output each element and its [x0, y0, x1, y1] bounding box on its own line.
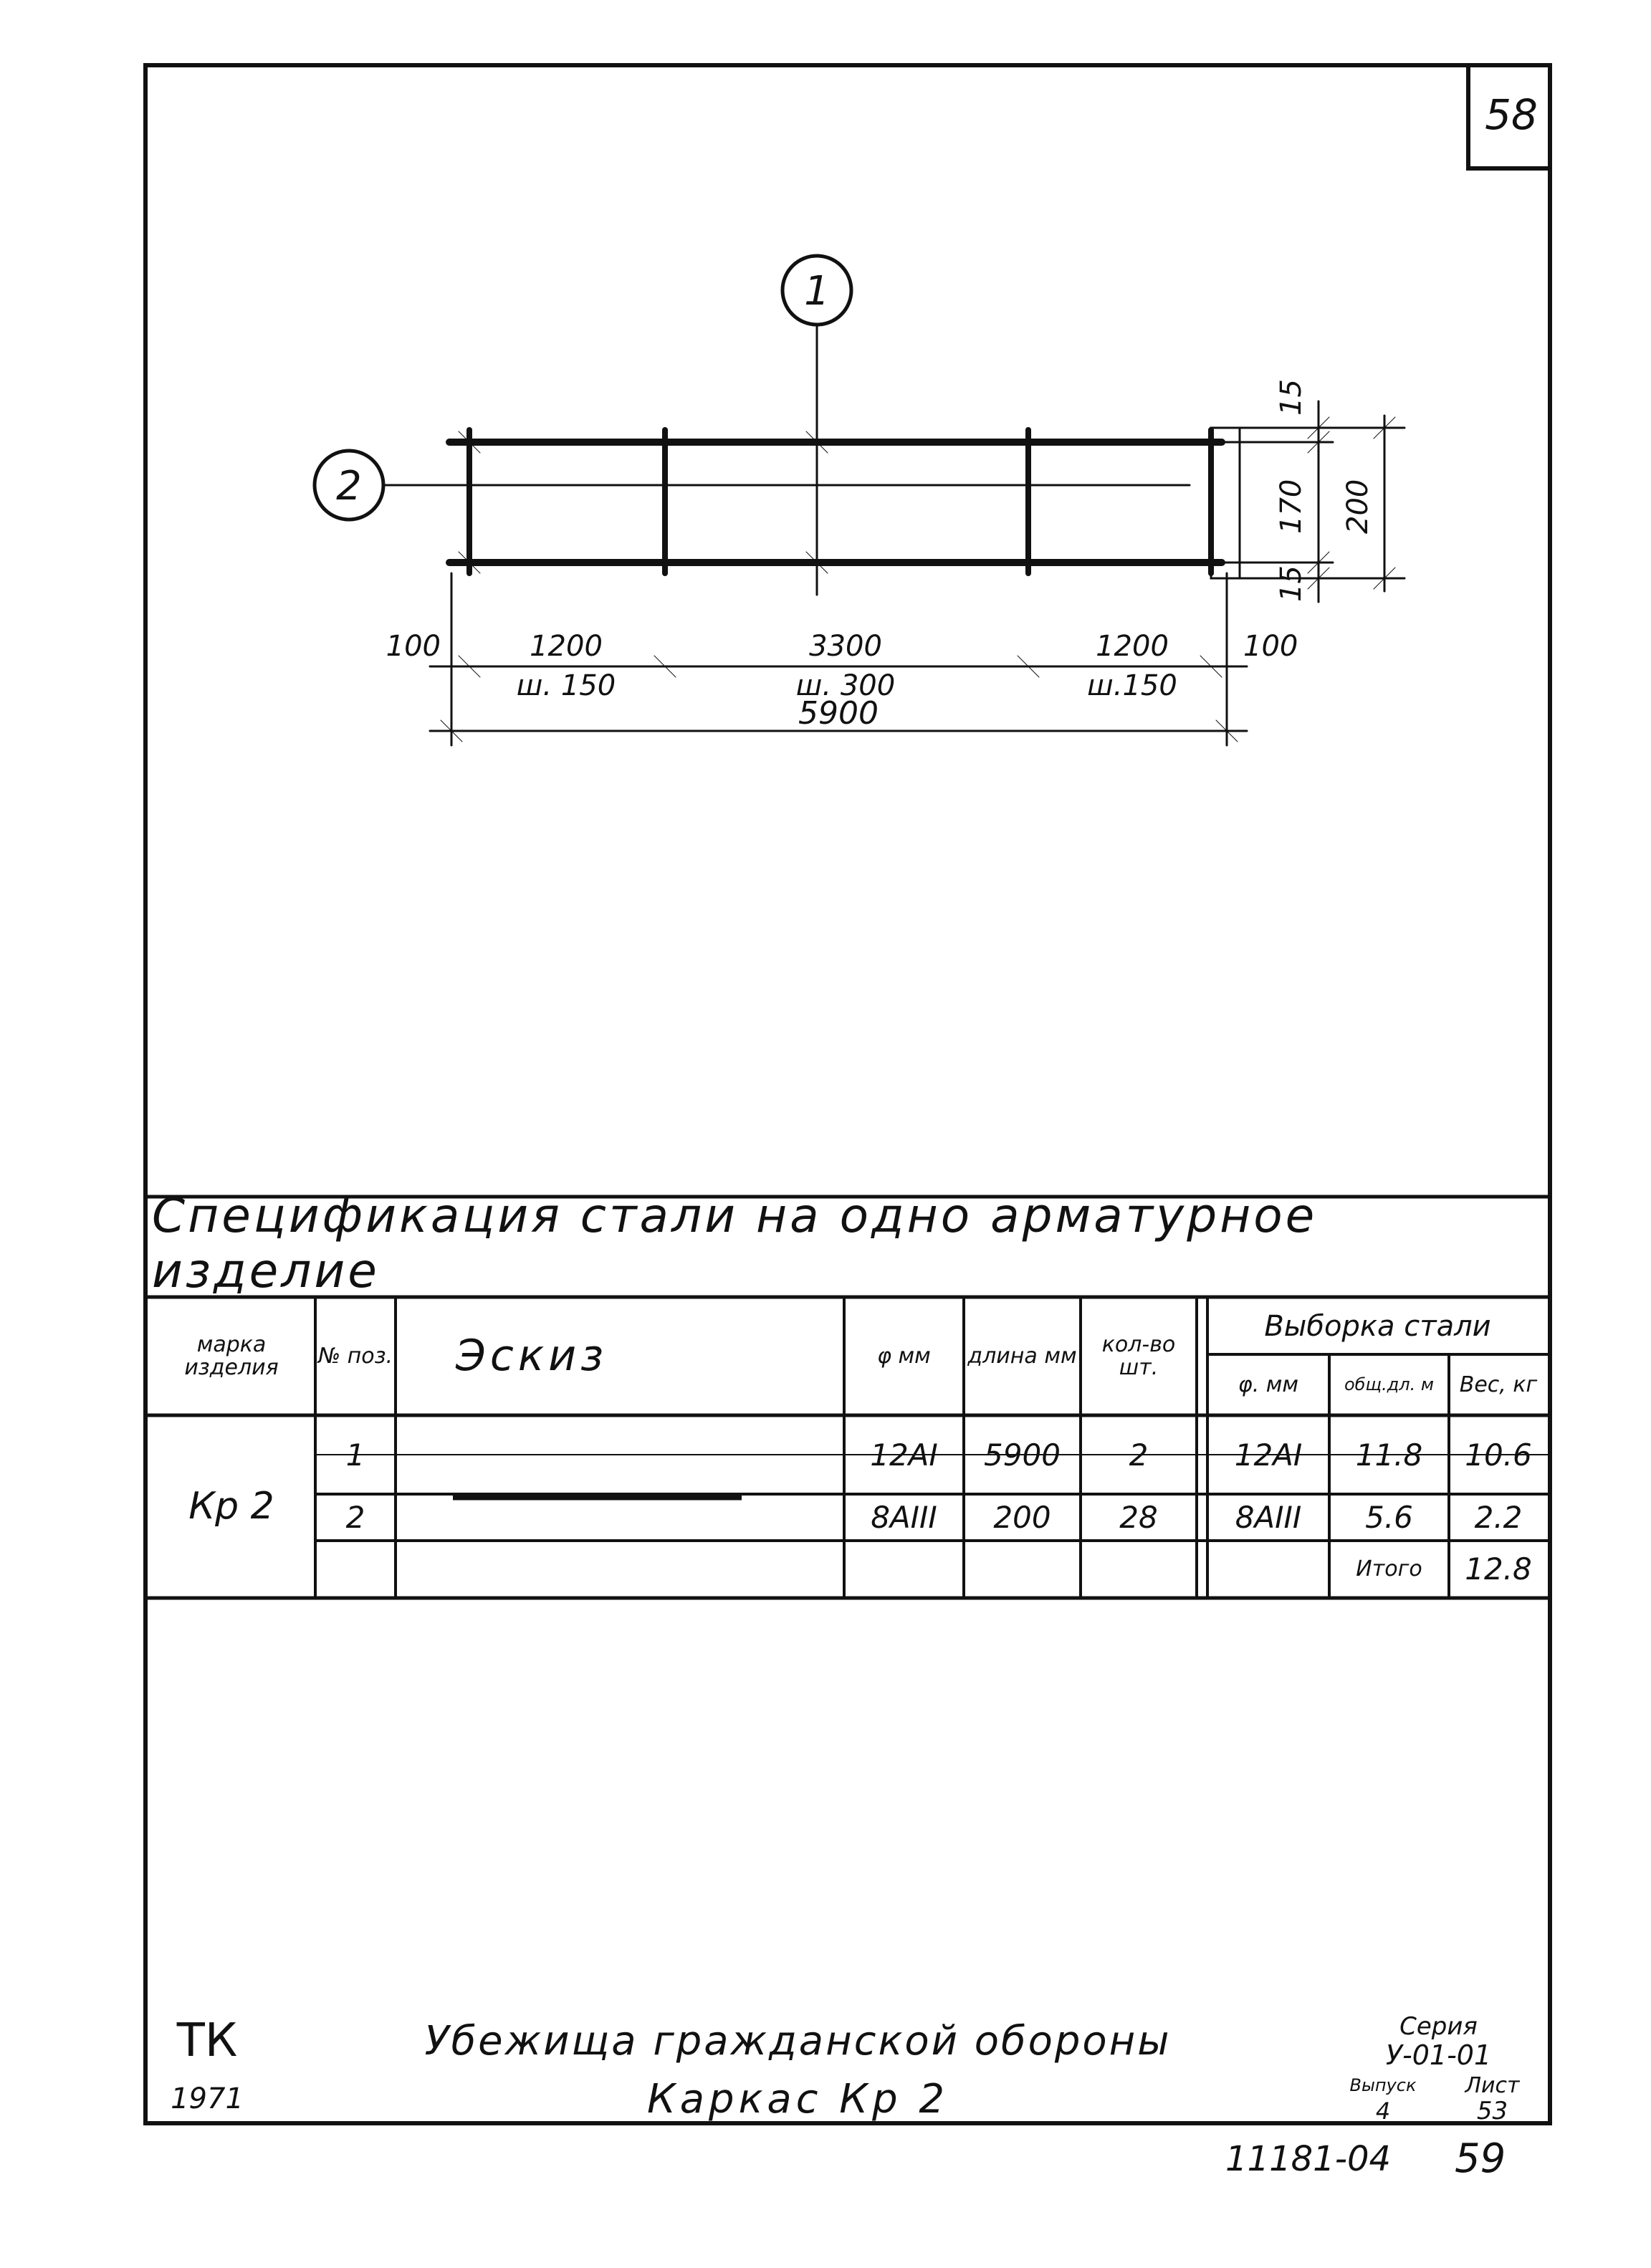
row-1-length: 5900 — [984, 1437, 1061, 1473]
row-2-length: 200 — [993, 1499, 1051, 1535]
sheet-label: Лист — [1465, 2072, 1520, 2098]
row-2-sel-length: 5.6 — [1365, 1499, 1413, 1535]
series-value: У-01-01 — [1385, 2039, 1492, 2071]
dim-span-left-pitch: ш. 150 — [516, 669, 616, 702]
row-1-quantity: 2 — [1129, 1437, 1149, 1473]
position-marker-1: 1 — [804, 268, 830, 315]
org-code: ТК — [176, 2014, 238, 2067]
row-1-sel-weight: 10.6 — [1465, 1437, 1532, 1473]
dim-span-center: 3300 — [809, 630, 882, 663]
row-2-diameter: 8AIII — [871, 1499, 937, 1535]
header-mark: марка изделия — [184, 1332, 279, 1380]
dim-top-offset: 15 — [1275, 379, 1308, 416]
header-steel-selection: Выборка стали — [1264, 1310, 1491, 1343]
page-number: 58 — [1466, 63, 1552, 171]
series-label: Серия — [1399, 2012, 1478, 2041]
row-2-pos: 2 — [345, 1499, 365, 1535]
sheet-name: Каркас Кр 2 — [646, 2075, 949, 2123]
position-marker-2: 2 — [336, 463, 362, 509]
header-sketch: Эскиз — [455, 1331, 608, 1381]
dim-left-end: 100 — [386, 630, 441, 663]
issue-value: 4 — [1375, 2097, 1391, 2125]
dim-right-end: 100 — [1243, 630, 1298, 663]
header-length: длина мм — [967, 1343, 1077, 1369]
header-quantity: кол-во шт. — [1101, 1332, 1176, 1380]
bottom-page: 59 — [1455, 2135, 1506, 2182]
dim-span-right-pitch: ш.150 — [1087, 669, 1177, 702]
row-1-pos: 1 — [345, 1437, 365, 1473]
dim-span-left: 1200 — [530, 630, 603, 663]
header-sel-diameter: φ. мм — [1238, 1372, 1299, 1398]
row-1-sel-diameter: 12AI — [1234, 1437, 1303, 1473]
issue-label: Выпуск — [1349, 2075, 1417, 2095]
spec-title: Спецификация стали на одно арматурное изделие — [152, 1188, 1318, 1298]
bottom-code: 11181-04 — [1225, 2139, 1392, 2179]
dim-span-right: 1200 — [1096, 630, 1169, 663]
year: 1971 — [171, 2082, 244, 2115]
dim-span-center-pitch: ш. 300 — [795, 669, 896, 702]
row-1-diameter: 12AI — [870, 1437, 938, 1473]
sheet-value: 53 — [1476, 2097, 1508, 2125]
header-pos: № поз. — [317, 1343, 393, 1369]
row-1-sel-length: 11.8 — [1355, 1437, 1423, 1473]
header-sel-total-length: общ.дл. м — [1344, 1374, 1434, 1395]
header-diameter: φ мм — [877, 1343, 931, 1369]
total-label: Итого — [1356, 1556, 1422, 1582]
mark-value: Кр 2 — [188, 1485, 274, 1528]
row-2-sel-weight: 2.2 — [1474, 1499, 1523, 1535]
row-2-quantity: 28 — [1119, 1499, 1158, 1535]
total-value: 12.8 — [1465, 1551, 1532, 1587]
row-2-sel-diameter: 8AIII — [1235, 1499, 1302, 1535]
dim-bottom-offset: 15 — [1275, 565, 1308, 602]
project-name: Убежища гражданской обороны — [424, 2017, 1172, 2064]
dim-bar-spacing: 170 — [1275, 479, 1308, 534]
dim-overall-height: 200 — [1341, 479, 1374, 534]
dim-overall-length: 5900 — [798, 695, 879, 732]
header-sel-weight: Вес, кг — [1459, 1372, 1538, 1398]
